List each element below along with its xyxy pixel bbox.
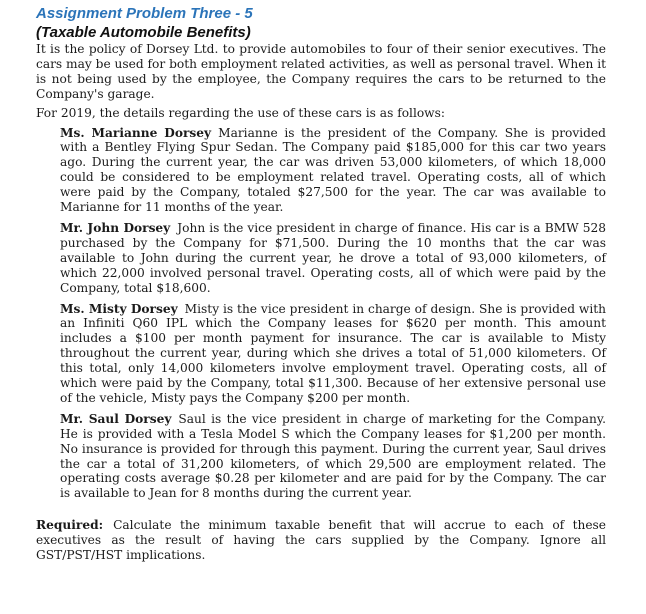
case-name: Ms. Marianne Dorsey bbox=[60, 125, 212, 140]
problem-subtitle: (Taxable Automobile Benefits) bbox=[36, 24, 251, 41]
required-label: Required: bbox=[36, 518, 104, 533]
case-text: John is the vice president in charge of finance. His car is a BMW 528 purchased by the Company for $71,500. During the 10 months that the car was available to John during the current year, he drove a total of 93,000 kilometers, of which 22,000 involved personal travel. Operating costs, all of which were paid by the Company, total $18,600. bbox=[60, 220, 606, 295]
case-text: Misty is the vice president in charge of design. She is provided with an Infiniti Q60 IPL which the Company leases for $620 per month. This amount includes a $100 per month payment for insurance. The car is available to Misty throughout the current year, during which she drives a total of 51,000 kilometers. Of this total, only 14,000 kilometers involve employment travel. Operating costs, all of which were paid by the Company, total $11,300. Because of her extensive personal use of the vehicle, Misty pays the Company $200 per month. bbox=[60, 301, 606, 405]
required-paragraph bbox=[36, 518, 606, 563]
case-text: Saul is the vice president in charge of marketing for the Company. He is provided with a Tesla Model S which the Company leases for $1,200 per month. No insurance is provided for through this payment. During the current year, Saul drives the car a total of 31,200 kilometers, of which 29,500 are employment related. The operating costs average $0.28 per kilometer and are paid for by the Company. The car is available to Jean for 8 months during the current year. bbox=[60, 411, 606, 501]
case-name: Mr. John Dorsey bbox=[60, 220, 171, 235]
case-saul bbox=[60, 412, 606, 501]
case-name: Ms. Misty Dorsey bbox=[60, 301, 178, 316]
problem-title: Assignment Problem Three - 5 bbox=[36, 5, 253, 22]
case-marianne bbox=[60, 126, 606, 215]
case-misty bbox=[60, 302, 606, 406]
case-name: Mr. Saul Dorsey bbox=[60, 411, 172, 426]
details-intro: For 2019, the details regarding the use of these cars is as follows: bbox=[36, 105, 445, 120]
cases-list bbox=[36, 126, 606, 502]
intro-paragraph: It is the policy of Dorsey Ltd. to provide automobiles to four of their senior executives. The cars may be used for both employment related activities, as well as personal travel. When it is not being used by the employee, the Company requires the cars to be returned to the Company's garage. bbox=[36, 42, 606, 101]
required-text: Calculate the minimum taxable benefit that will accrue to each of these executives as the result of having the cars supplied by the Company. Ignore all GST/PST/HST implications. bbox=[36, 518, 606, 563]
case-john bbox=[60, 221, 606, 296]
case-text: Marianne is the president of the Company. She is provided with a Bentley Flying Spur Sedan. The Company paid $185,000 for this car two years ago. During the current year, the car was driven 53,000 kilometers, of which 18,000 could be considered to be employment related travel. Operating costs, all of which were paid by the Company, totaled $27,500 for the year. The car was available to Marianne for 11 months of the year. bbox=[60, 125, 606, 215]
